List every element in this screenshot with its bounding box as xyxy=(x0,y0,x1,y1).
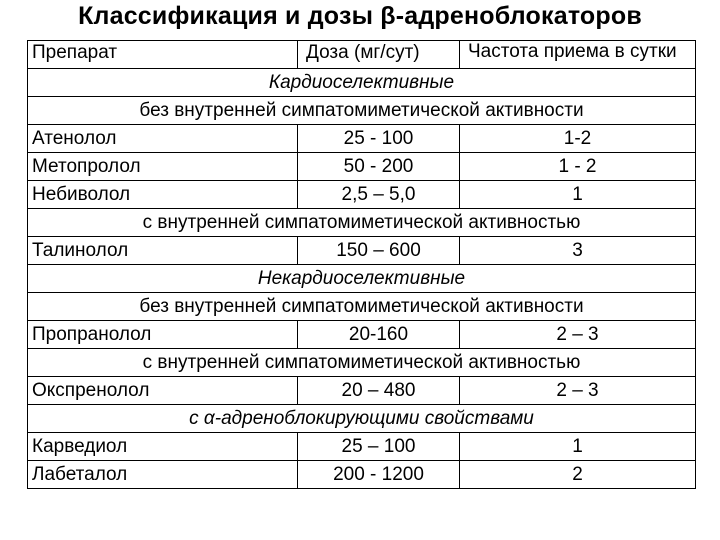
subgroup-heading-row xyxy=(28,209,696,237)
drug-name: Окспренолол xyxy=(28,377,298,405)
drug-dose: 20-160 xyxy=(298,321,460,349)
header-frequency: Частота приема в сутки xyxy=(460,41,696,69)
drug-frequency: 2 xyxy=(460,461,696,489)
drug-dose-table xyxy=(27,40,696,489)
table-row xyxy=(28,433,696,461)
subgroup-heading: с внутренней симпатомиметической активностью xyxy=(28,349,696,377)
drug-dose: 200 - 1200 xyxy=(298,461,460,489)
drug-name: Пропранолол xyxy=(28,321,298,349)
subgroup-heading-row xyxy=(28,349,696,377)
group-heading-row xyxy=(28,265,696,293)
table-header-row xyxy=(28,41,696,69)
table-row xyxy=(28,237,696,265)
subgroup-heading-row xyxy=(28,293,696,321)
group-heading: Некардиоселективные xyxy=(28,265,696,293)
drug-frequency: 3 xyxy=(460,237,696,265)
drug-name: Карведиол xyxy=(28,433,298,461)
header-drug: Препарат xyxy=(28,41,298,69)
drug-name: Талинолол xyxy=(28,237,298,265)
drug-dose: 25 - 100 xyxy=(298,125,460,153)
drug-name: Лабеталол xyxy=(28,461,298,489)
drug-name: Атенолол xyxy=(28,125,298,153)
subgroup-heading: без внутренней симпатомиметической активности xyxy=(28,293,696,321)
table-row xyxy=(28,461,696,489)
drug-frequency: 1 xyxy=(460,181,696,209)
drug-name: Метопролол xyxy=(28,153,298,181)
header-dose: Доза (мг/сут) xyxy=(298,41,460,69)
drug-frequency: 1-2 xyxy=(460,125,696,153)
group-heading: Кардиоселективные xyxy=(28,69,696,97)
drug-frequency: 2 – 3 xyxy=(460,321,696,349)
table-row xyxy=(28,181,696,209)
subgroup-heading: с внутренней симпатомиметической активностью xyxy=(28,209,696,237)
table-row xyxy=(28,125,696,153)
drug-frequency: 1 - 2 xyxy=(460,153,696,181)
table-row xyxy=(28,153,696,181)
drug-frequency: 1 xyxy=(460,433,696,461)
drug-dose: 150 – 600 xyxy=(298,237,460,265)
drug-dose: 25 – 100 xyxy=(298,433,460,461)
subgroup-heading: без внутренней симпатомиметической активности xyxy=(28,97,696,125)
drug-dose: 50 - 200 xyxy=(298,153,460,181)
subgroup-heading: с α-адреноблокирующими свойствами xyxy=(28,405,696,433)
subgroup-heading-row xyxy=(28,405,696,433)
drug-dose: 20 – 480 xyxy=(298,377,460,405)
drug-dose: 2,5 – 5,0 xyxy=(298,181,460,209)
subgroup-heading-row xyxy=(28,97,696,125)
drug-name: Небиволол xyxy=(28,181,298,209)
table-row xyxy=(28,321,696,349)
table-row xyxy=(28,377,696,405)
group-heading-row xyxy=(28,69,696,97)
drug-frequency: 2 – 3 xyxy=(460,377,696,405)
page-title: Классификация и дозы β-адреноблокаторов xyxy=(78,2,642,30)
